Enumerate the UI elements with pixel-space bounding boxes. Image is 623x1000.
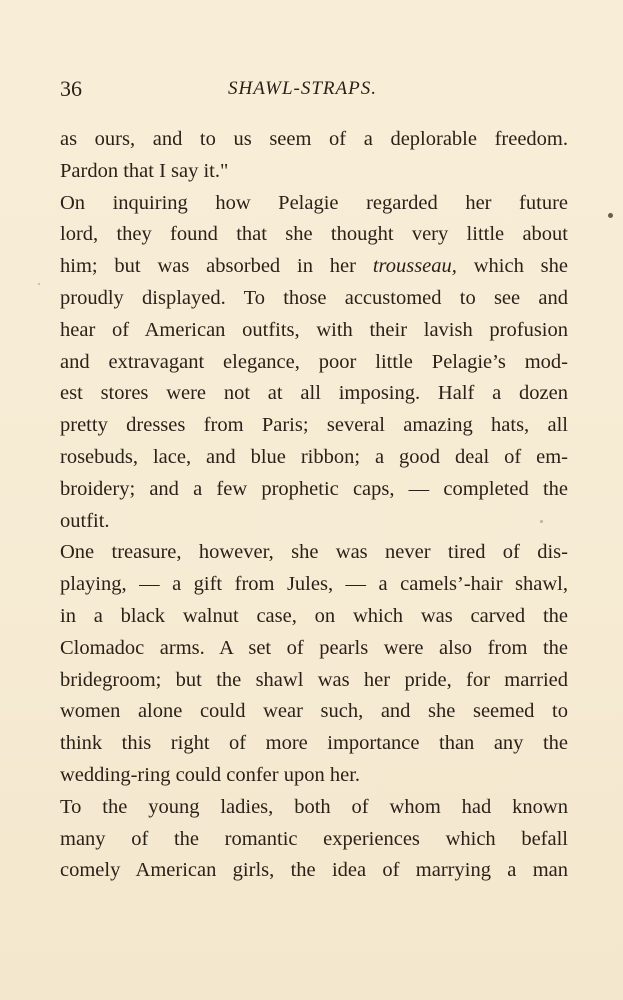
text-line: est stores were not at all imposing. Half a dozen <box>60 382 568 405</box>
text-line: in a black walnut case, on which was carved the <box>60 604 568 627</box>
text-line: Pardon that I say it." <box>60 159 229 182</box>
text-line: rosebuds, lace, and blue ribbon; a good deal of em- <box>60 445 568 468</box>
text-line: hear of American outfits, with their lavish profusion <box>60 318 568 341</box>
ink-speck <box>540 520 543 523</box>
text-segment: him; but was absorbed in her <box>60 255 356 278</box>
text-line: comely American girls, the idea of marrying a man <box>60 859 568 882</box>
text-line: bridegroom; but the shawl was her pride, for married <box>60 668 568 691</box>
text-line: broidery; and a few prophetic caps, — completed the <box>60 477 568 500</box>
paragraph-start-line: To the young ladies, both of whom had known <box>60 795 568 818</box>
page-number: 36 <box>60 76 82 101</box>
running-title: SHAWL-STRAPS. <box>228 78 377 99</box>
text-line: lord, they found that she thought very little about <box>60 223 568 246</box>
paragraph-start-line: One treasure, however, she was never tired of dis- <box>60 541 568 564</box>
ink-speck <box>608 213 613 218</box>
text-line: think this right of more importance than any the <box>60 732 568 755</box>
italic-word-trousseau: trousseau, <box>372 255 457 278</box>
text-segment: which she <box>473 255 569 278</box>
text-line: and extravagant elegance, poor little Pelagie’s mod- <box>60 350 568 373</box>
text-line: proudly displayed. To those accustomed to see and <box>60 286 568 309</box>
ink-speck <box>38 283 40 285</box>
text-line: wedding-ring could confer upon her. <box>60 763 361 786</box>
text-line: women alone could wear such, and she seemed to <box>60 700 568 723</box>
text-line-with-italic <box>60 251 568 283</box>
text-line: playing, — a gift from Jules, — a camels’-hair shawl, <box>60 573 568 596</box>
text-line: Clomadoc arms. A set of pearls were also from the <box>60 636 568 659</box>
text-line: as ours, and to us seem of a deplorable freedom. <box>60 128 568 150</box>
paragraph-start-line: On inquiring how Pelagie regarded her future <box>60 191 568 214</box>
text-line: pretty dresses from Paris; several amazing hats, all <box>60 414 568 437</box>
text-line: many of the romantic experiences which befall <box>60 827 568 850</box>
text-line: outfit. <box>60 509 110 532</box>
page-header <box>60 74 568 104</box>
body-text <box>60 124 568 887</box>
